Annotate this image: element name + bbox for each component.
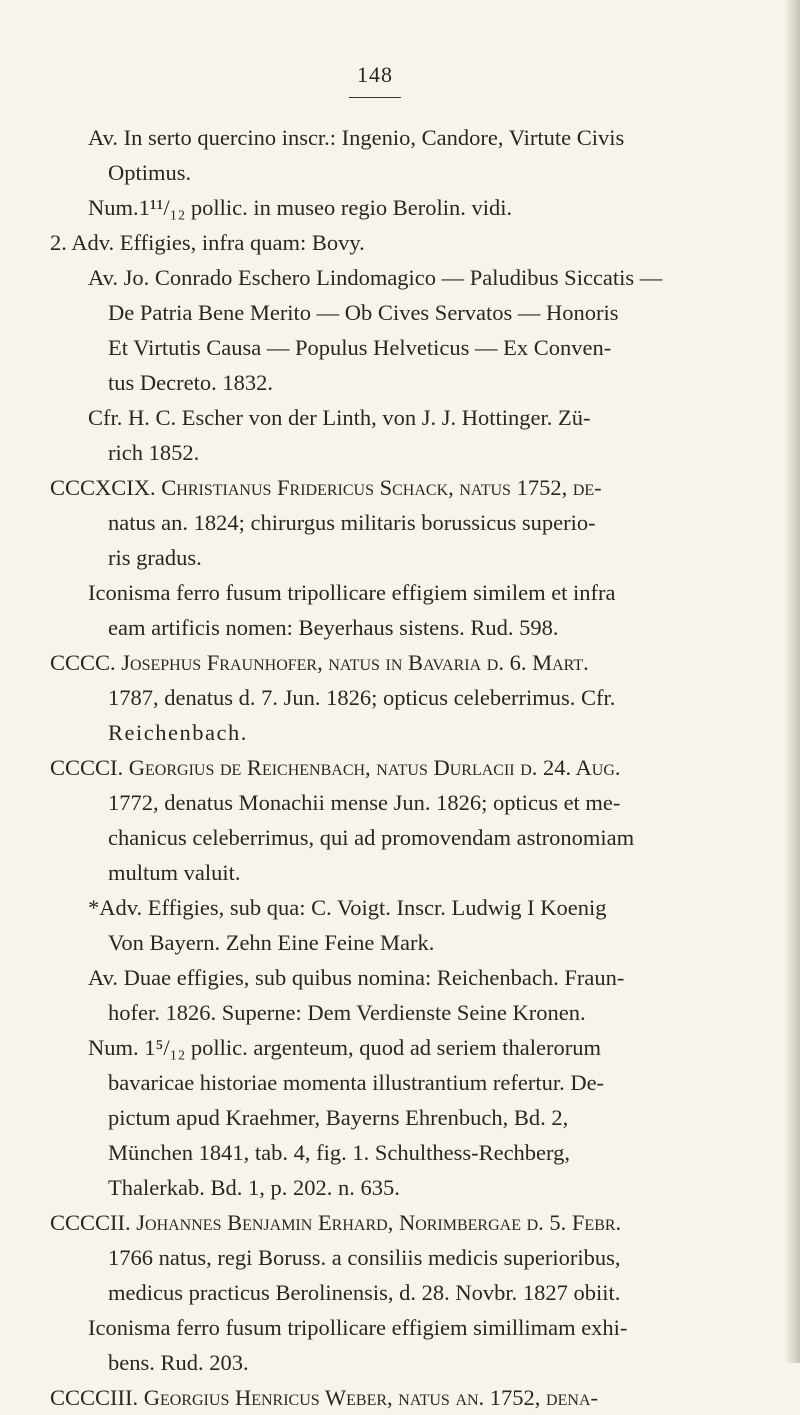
text-line: pictum apud Kraehmer, Bayerns Ehrenbuch, Bd. 2, — [108, 1105, 569, 1130]
text-body — [40, 120, 760, 1415]
entry-heading-cccxcix: CCCXCIX. Christianus Fridericus Schack, natus 1752, de- — [50, 475, 602, 500]
entry-heading-cccci: CCCCI. Georgius de Reichenbach, natus Durlacii d. 24. Aug. — [50, 755, 621, 780]
text-line: Av. Duae effigies, sub quibus nomina: Reichenbach. Fraun- — [88, 965, 625, 990]
text-line: Av. In serto quercino inscr.: Ingenio, Candore, Virtute Civis — [88, 125, 625, 150]
text-line: 1766 natus, regi Boruss. a consiliis medicis superioribus, — [108, 1245, 621, 1270]
text-line: München 1841, tab. 4, fig. 1. Schulthess-Rechberg, — [108, 1140, 571, 1165]
text-line: Cfr. H. C. Escher von der Linth, von J. J. Hottinger. Zü- — [88, 405, 591, 430]
text-line: 1772, denatus Monachii mense Jun. 1826; opticus et me- — [108, 790, 621, 815]
text-line: Optimus. — [108, 160, 192, 185]
text-line: bens. Rud. 203. — [108, 1350, 249, 1375]
text-line: Von Bayern. Zehn Eine Feine Mark. — [108, 930, 435, 955]
entry-heading-cccciii: CCCCIII. Georgius Henricus Weber, natus an. 1752, dena- — [50, 1385, 598, 1410]
entry-heading-cccc: CCCC. Josephus Fraunhofer, natus in Bavaria d. 6. Mart. — [50, 650, 589, 675]
text-line: natus an. 1824; chirurgus militaris borussicus superio- — [108, 510, 596, 535]
page-number-rule — [349, 97, 401, 98]
text-line: De Patria Bene Merito — Ob Cives Servatos — Honoris — [108, 300, 619, 325]
entry-heading-ccccii: CCCCII. Johannes Benjamin Erhard, Norimbergae d. 5. Febr. — [50, 1210, 622, 1235]
text-line: Num. 1⁵/₁₂ pollic. argenteum, quod ad seriem thalerorum — [88, 1035, 601, 1060]
text-line: rich 1852. — [108, 440, 200, 465]
text-line: medicus practicus Berolinensis, d. 28. Novbr. 1827 obiit. — [108, 1280, 621, 1305]
page-edge — [784, 0, 800, 1363]
text-line: hofer. 1826. Superne: Dem Verdienste Seine Kronen. — [108, 1000, 586, 1025]
text-line: 2. Adv. Effigies, infra quam: Bovy. — [50, 230, 365, 255]
text-line: Av. Jo. Conrado Eschero Lindomagico — Paludibus Siccatis — — [88, 265, 663, 290]
text-line: Num.1¹¹/₁₂ pollic. in museo regio Berolin. vidi. — [88, 195, 513, 220]
text-line: bavaricae historiae momenta illustrantium refertur. De- — [108, 1070, 605, 1095]
text-line: *Adv. Effigies, sub qua: C. Voigt. Inscr. Ludwig I Koenig — [88, 895, 607, 920]
text-line: ris gradus. — [108, 545, 202, 570]
text-line: Et Virtutis Causa — Populus Helveticus — Ex Conven- — [108, 335, 612, 360]
text-line: Iconisma ferro fusum tripollicare effigiem simillimam exhi- — [88, 1315, 628, 1340]
text-line: 1787, denatus d. 7. Jun. 1826; opticus celeberrimus. Cfr. — [108, 685, 616, 710]
text-line: tus Decreto. 1832. — [108, 370, 273, 395]
page-number: 148 — [357, 62, 393, 87]
text-line: chanicus celeberrimus, qui ad promovendam astronomiam — [108, 825, 635, 850]
text-line: Reichenbach. — [108, 720, 248, 745]
text-line: Iconisma ferro fusum tripollicare effigiem similem et infra — [88, 580, 616, 605]
text-line: Thalerkab. Bd. 1, p. 202. n. 635. — [108, 1175, 400, 1200]
text-line: multum valuit. — [108, 860, 241, 885]
text-line: eam artificis nomen: Beyerhaus sistens. Rud. 598. — [108, 615, 559, 640]
